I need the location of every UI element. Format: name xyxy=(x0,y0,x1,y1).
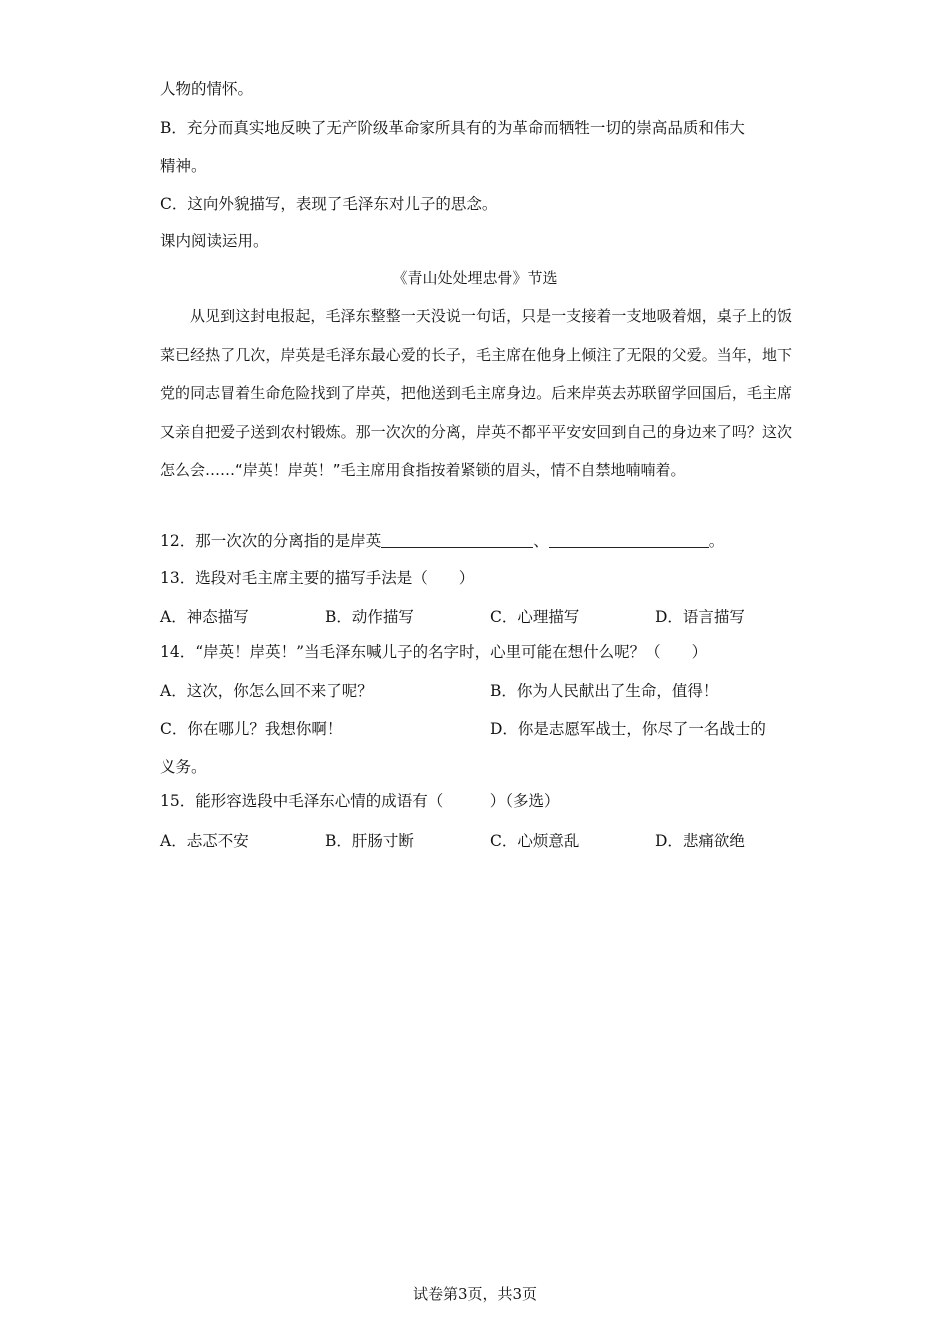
question-14-stem: 14．“岸英！岸英！”当毛泽东喊儿子的名字时，心里可能在想什么呢？（ ） xyxy=(160,643,708,661)
q13-option-d[interactable]: D．语言描写 xyxy=(655,608,745,626)
q12-end: 。 xyxy=(708,532,725,550)
q12-blank-1[interactable] xyxy=(381,531,533,548)
q13-option-c[interactable]: C．心理描写 xyxy=(490,608,580,626)
q12-blank-2[interactable] xyxy=(549,531,709,548)
q12-separator: 、 xyxy=(533,532,549,550)
question-15-stem: 15．能形容选段中毛泽东心情的成语有（ ）（多选） xyxy=(160,792,560,810)
q13-option-b[interactable]: B．动作描写 xyxy=(325,608,414,626)
question-12 xyxy=(160,531,724,551)
section-heading: 课内阅读运用。 xyxy=(160,232,269,250)
q15-option-d[interactable]: D．悲痛欲绝 xyxy=(655,832,745,850)
prev-question-tail: 人物的情怀。 xyxy=(160,80,254,98)
option-b-line1: B．充分而真实地反映了无产阶级革命家所具有的为革命而牺牲一切的崇高品质和伟大 xyxy=(160,119,745,137)
option-b-line2: 精神。 xyxy=(160,157,207,175)
q14-option-c[interactable]: C．你在哪儿？我想你啊！ xyxy=(160,720,343,738)
q14-option-d-cont: 义务。 xyxy=(160,758,207,776)
q13-option-a[interactable]: A．神态描写 xyxy=(160,608,249,626)
page-footer: 试卷第3页，共3页 xyxy=(412,1285,538,1303)
question-13-stem: 13．选段对毛主席主要的描写手法是（ ） xyxy=(160,569,475,587)
passage-body xyxy=(160,297,792,490)
q15-option-b[interactable]: B．肝肠寸断 xyxy=(325,832,414,850)
q12-prefix: 12．那一次次的分离指的是岸英 xyxy=(160,532,382,550)
passage-title: 《青山处处埋忠骨》节选 xyxy=(392,269,558,287)
q15-option-a[interactable]: A．忐忑不安 xyxy=(160,832,249,850)
q14-option-d[interactable]: D．你是志愿军战士，你尽了一名战士的 xyxy=(490,720,766,738)
q14-option-b[interactable]: B．你为人民献出了生命，值得！ xyxy=(490,682,719,700)
option-c: C．这向外貌描写，表现了毛泽东对儿子的思念。 xyxy=(160,195,498,213)
q14-option-a[interactable]: A．这次，你怎么回不来了呢？ xyxy=(160,682,373,700)
passage-text: 从见到这封电报起，毛泽东整整一天没说一句话，只是一支接着一支地吸着烟，桌子上的饭菜已经热了几次，岸英是毛泽东最心爱的长子，毛主席在他身上倾注了无限的父爱。当年，地下党的同志冒着生命危险找到了岸英，把他送到毛主席身边。后来岸英去苏联留学回国后，毛主席又亲自把爱子送到农村锻炼。那一次次的分离，岸英不都平平安安回到自己的身边来了吗？这次怎么会……“岸英！岸英！”毛主席用食指按着紧锁的眉头，情不自禁地喃喃着。 xyxy=(160,307,792,479)
q15-option-c[interactable]: C．心烦意乱 xyxy=(490,832,580,850)
